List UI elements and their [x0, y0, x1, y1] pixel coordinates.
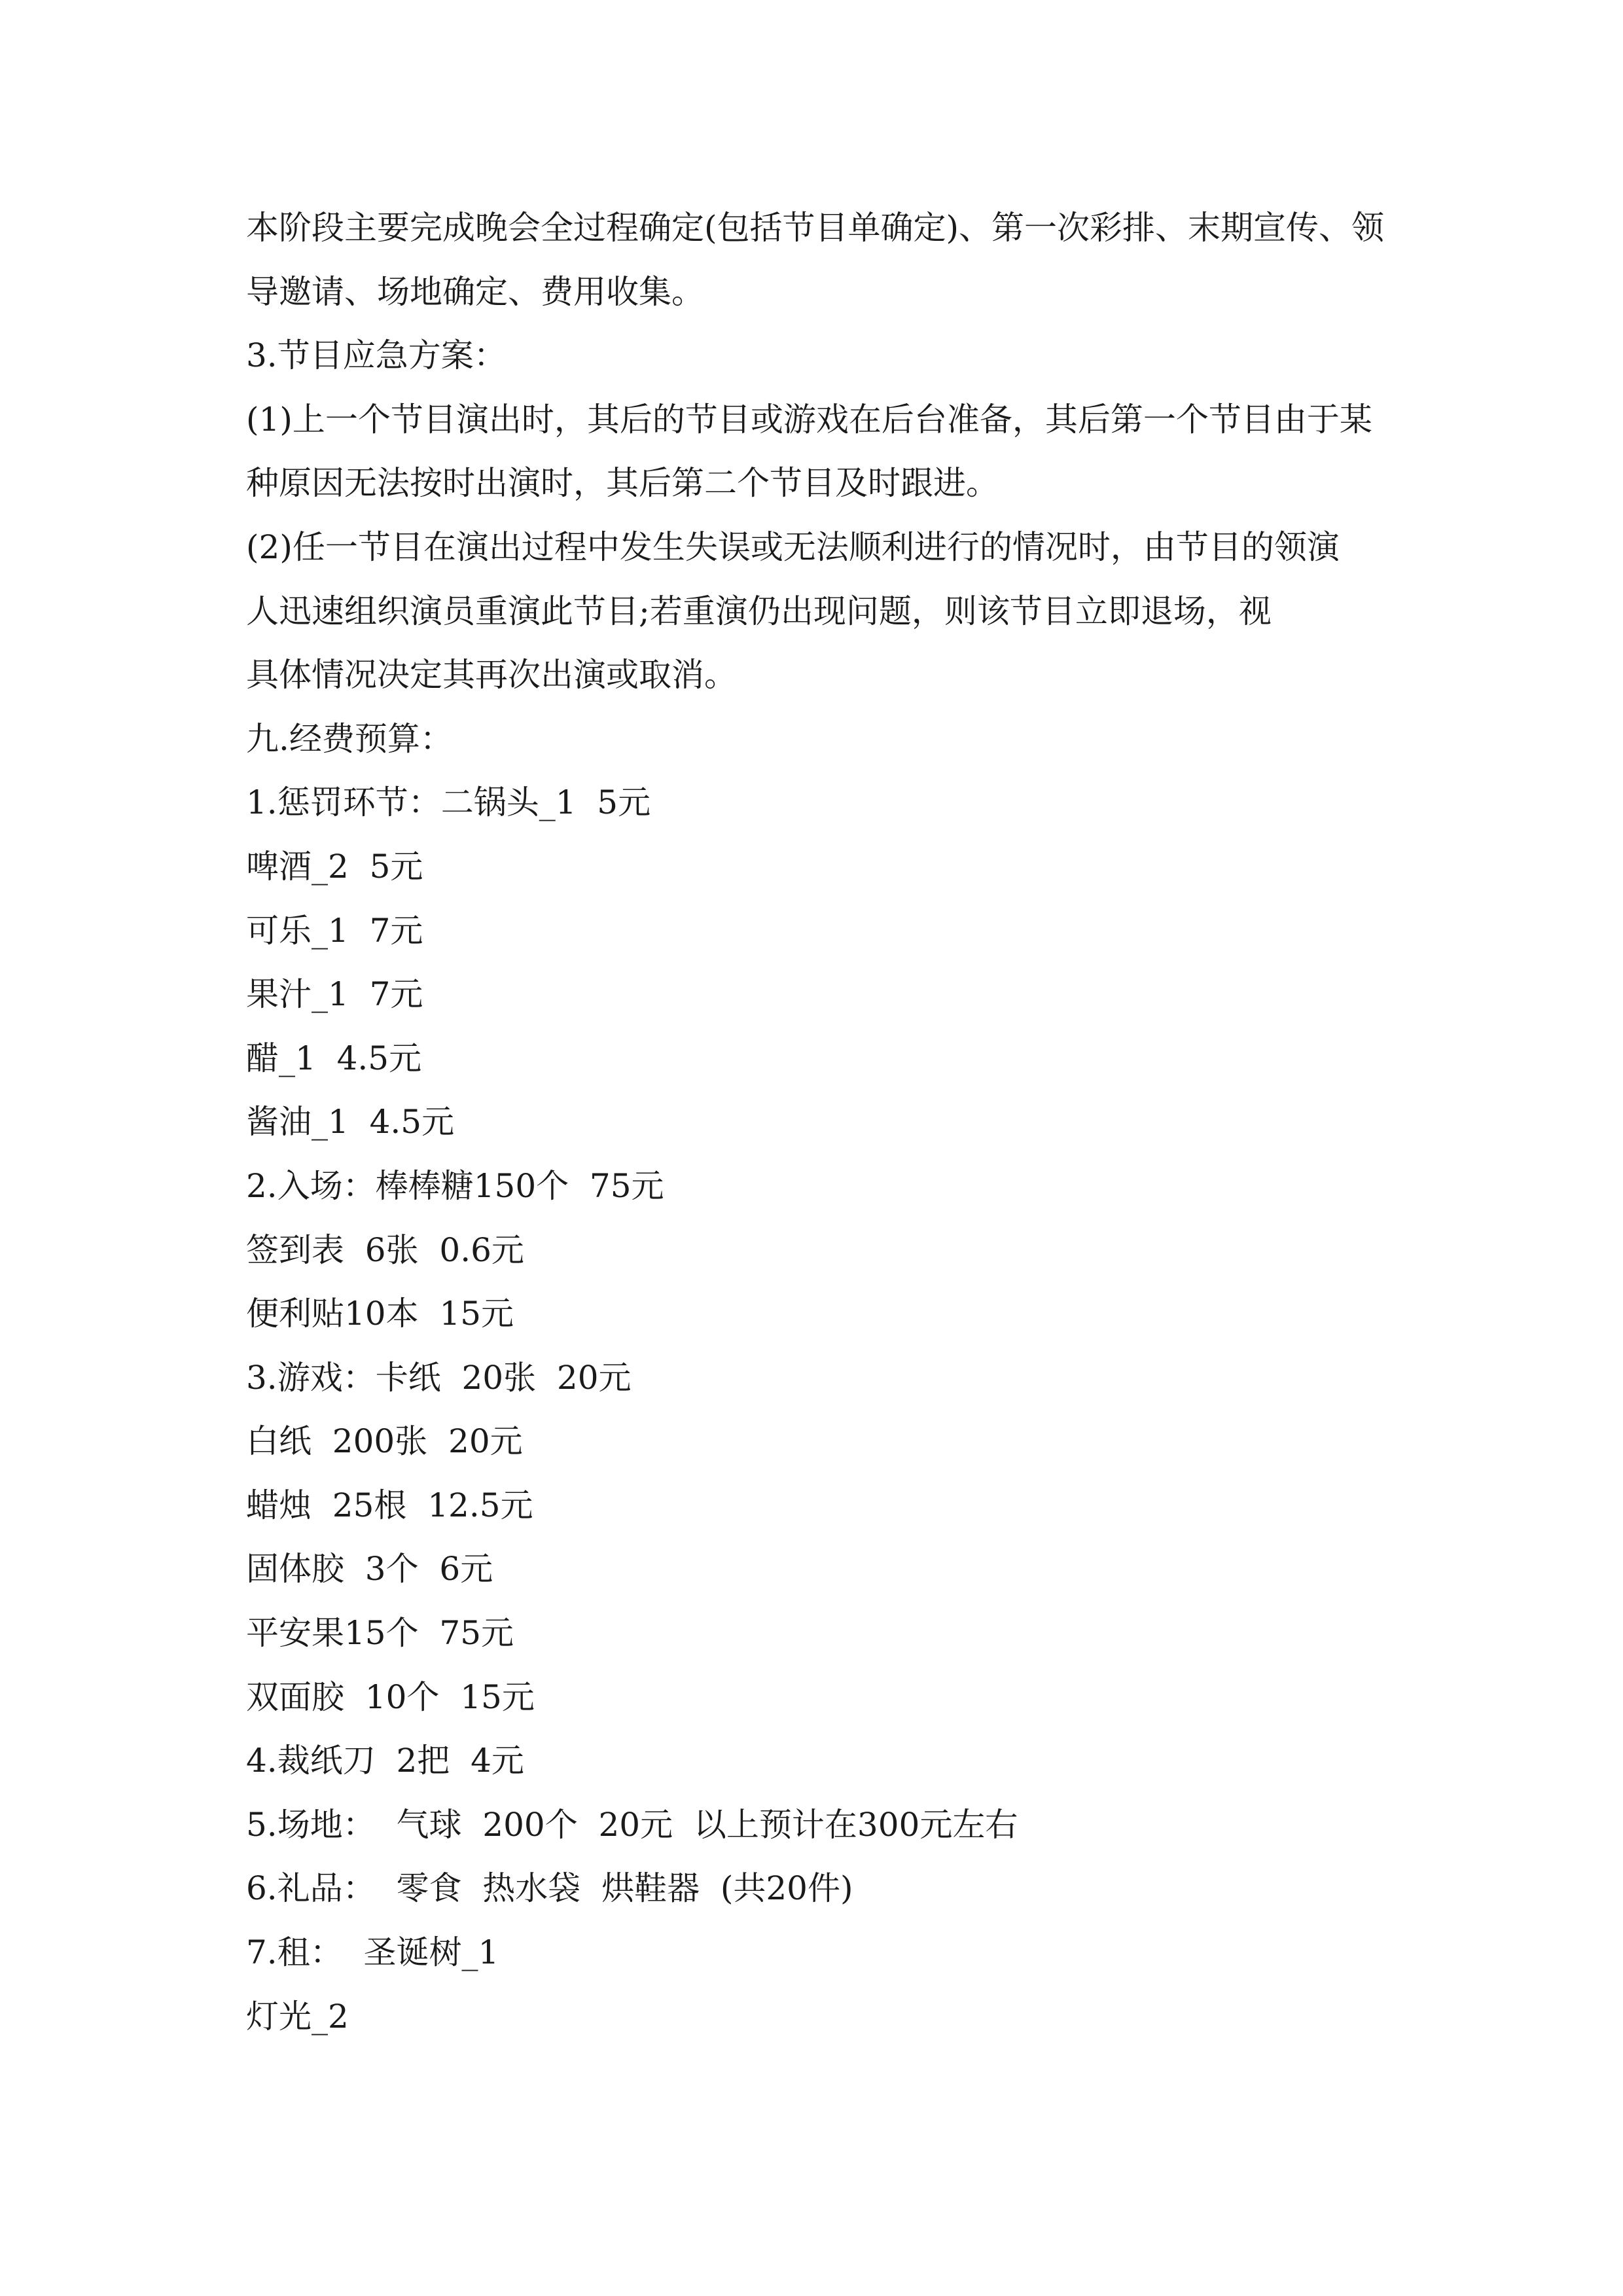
text-line: 人迅速组织演员重演此节目;若重演仍出现问题，则该节目立即退场，视: [246, 592, 1272, 630]
budget-item: 酱油_1 4.5元: [246, 1103, 455, 1141]
budget-item: 4.裁纸刀 2把 4元: [246, 1742, 524, 1780]
budget-item: 5.场地： 气球 200个 20元 以上预计在300元左右: [246, 1805, 1018, 1844]
budget-item: 固体胶 3个 6元: [246, 1550, 493, 1588]
budget-item: 便利贴10本 15元: [246, 1295, 514, 1333]
text-line: 具体情况决定其再次出演或取消。: [246, 656, 737, 694]
budget-item: 2.入场：棒棒糖150个 75元: [246, 1166, 664, 1205]
budget-item: 平安果15个 75元: [246, 1614, 514, 1653]
budget-item: 醋_1 4.5元: [246, 1039, 422, 1077]
section-heading: 九.经费预算：: [246, 719, 453, 758]
budget-item: 蜡烛 25根 12.5元: [246, 1486, 533, 1524]
budget-item: 啤酒_2 5元: [246, 847, 423, 886]
budget-item: 3.游戏：卡纸 20张 20元: [246, 1358, 632, 1397]
budget-item: 7.租： 圣诞树_1: [246, 1933, 499, 1972]
text-line: 导邀请、场地确定、费用收集。: [246, 272, 704, 311]
budget-item: 双面胶 10个 15元: [246, 1677, 535, 1716]
text-line: 本阶段主要完成晚会全过程确定(包括节目单确定)、第一次彩排、末期宣传、领: [246, 209, 1385, 247]
budget-item: 1.惩罚环节：二锅头_1 5元: [246, 783, 651, 822]
text-line: (2)任一节目在演出过程中发生失误或无法顺利进行的情况时，由节目的领演: [246, 528, 1340, 566]
text-line: 种原因无法按时出演时，其后第二个节目及时跟进。: [246, 464, 999, 503]
budget-item: 白纸 200张 20元: [246, 1422, 523, 1461]
text-line: (1)上一个节目演出时，其后的节目或游戏在后台准备，其后第一个节目由于某: [246, 400, 1372, 439]
budget-item: 签到表 6张 0.6元: [246, 1230, 524, 1269]
budget-item: 果汁_1 7元: [246, 975, 423, 1014]
budget-item: 灯光_2: [246, 1997, 349, 2036]
budget-item: 6.礼品： 零食 热水袋 烘鞋器 (共20件): [246, 1869, 853, 1908]
budget-item: 可乐_1 7元: [246, 911, 423, 950]
section-heading: 3.节目应急方案：: [246, 336, 507, 375]
document-body: [246, 196, 1385, 2049]
